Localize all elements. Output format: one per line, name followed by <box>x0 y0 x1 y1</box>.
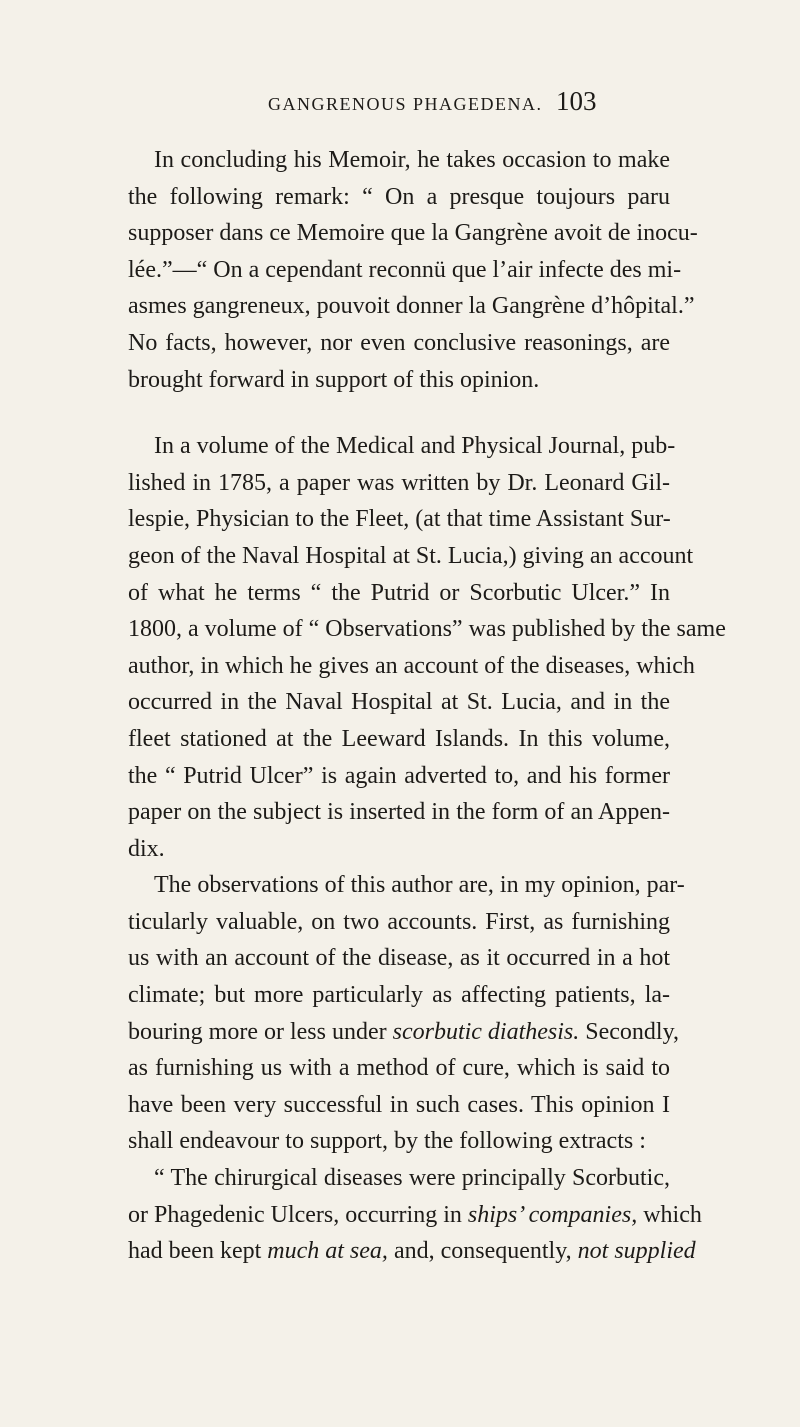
text-line: as furnishing us with a method of cure, which is said to <box>128 1055 670 1082</box>
text-line: lée.”—“ On a cependant reconnü que l’air infecte des mi- <box>128 256 682 283</box>
text-line: the following remark: “ On a presque toujours paru <box>128 183 670 210</box>
italic-text: scorbutic diathesis. <box>392 1018 580 1045</box>
text-run: or Phagedenic Ulcers, occurring in <box>128 1201 468 1228</box>
text-line: The observations of this author are, in my opinion, par- <box>154 872 685 899</box>
text-line <box>102 1014 680 1051</box>
text-line: geon of the Naval Hospital at St. Lucia,) giving an account <box>128 542 694 569</box>
paragraph-2 <box>102 428 726 867</box>
text-line: In a volume of the Medical and Physical Journal, pub- <box>154 433 676 460</box>
text-line: In concluding his Memoir, he takes occasion to make <box>154 147 670 173</box>
text-line <box>102 1233 696 1270</box>
text-line: No facts, however, nor even conclusive reasonings, are <box>128 329 670 356</box>
text-line: occurred in the Naval Hospital at St. Lucia, and in the <box>128 689 670 716</box>
text-line <box>102 1197 702 1234</box>
italic-text: ships’ companies, <box>467 1201 638 1228</box>
text-line: lespie, Physician to the Fleet, (at that time Assistant Sur- <box>128 506 671 533</box>
text-line: of what he terms “ the Putrid or Scorbutic Ulcer.” In <box>128 579 670 606</box>
text-line: supposer dans ce Memoire que la Gangrène avoit de inocu- <box>128 220 698 247</box>
page-number: 103 <box>556 86 597 116</box>
text-line: paper on the subject is inserted in the form of an Appen- <box>128 799 670 826</box>
paragraph-1 <box>102 142 698 398</box>
text-line: lished in 1785, a paper was written by Dr. Leonard Gil- <box>128 469 670 496</box>
text-line: shall endeavour to support, by the following extracts : <box>128 1128 646 1155</box>
text-line: climate; but more particularly as affecting patients, la- <box>128 982 670 1009</box>
text-run: Secondly, <box>579 1018 680 1045</box>
text-line: “ The chirurgical diseases were principally Scorbutic, <box>154 1165 670 1192</box>
text-line: dix. <box>128 835 165 862</box>
text-line: ticularly valuable, on two accounts. First, as furnishing <box>128 908 670 935</box>
text-line: asmes gangreneux, pouvoit donner la Gangrène d’hôpital.” <box>128 293 695 320</box>
text-run: bouring more or less under <box>128 1018 393 1045</box>
text-line: author, in which he gives an account of the diseases, which <box>128 652 695 679</box>
text-line: fleet stationed at the Leeward Islands. In this volume, <box>128 725 670 752</box>
text-run: which <box>637 1201 702 1228</box>
text-line: 1800, a volume of “ Observations” was published by the same <box>128 616 726 643</box>
running-head <box>0 86 800 126</box>
paragraph-4 <box>102 1160 702 1270</box>
text-run: had been kept <box>128 1238 268 1265</box>
paragraph-3 <box>102 867 685 1160</box>
text-line: have been very successful in such cases. This opinion I <box>128 1091 670 1118</box>
text-line: brought forward in support of this opinion. <box>128 366 540 393</box>
text-run: and, consequently, <box>387 1238 578 1265</box>
italic-text: not supplied <box>577 1238 696 1265</box>
italic-text: much at sea, <box>267 1238 388 1265</box>
text-line: us with an account of the disease, as it occurred in a hot <box>128 945 670 972</box>
body-text <box>102 142 726 1270</box>
running-title: GANGRENOUS PHAGEDENA. <box>268 94 543 114</box>
text-line: the “ Putrid Ulcer” is again adverted to, and his former <box>128 762 670 789</box>
